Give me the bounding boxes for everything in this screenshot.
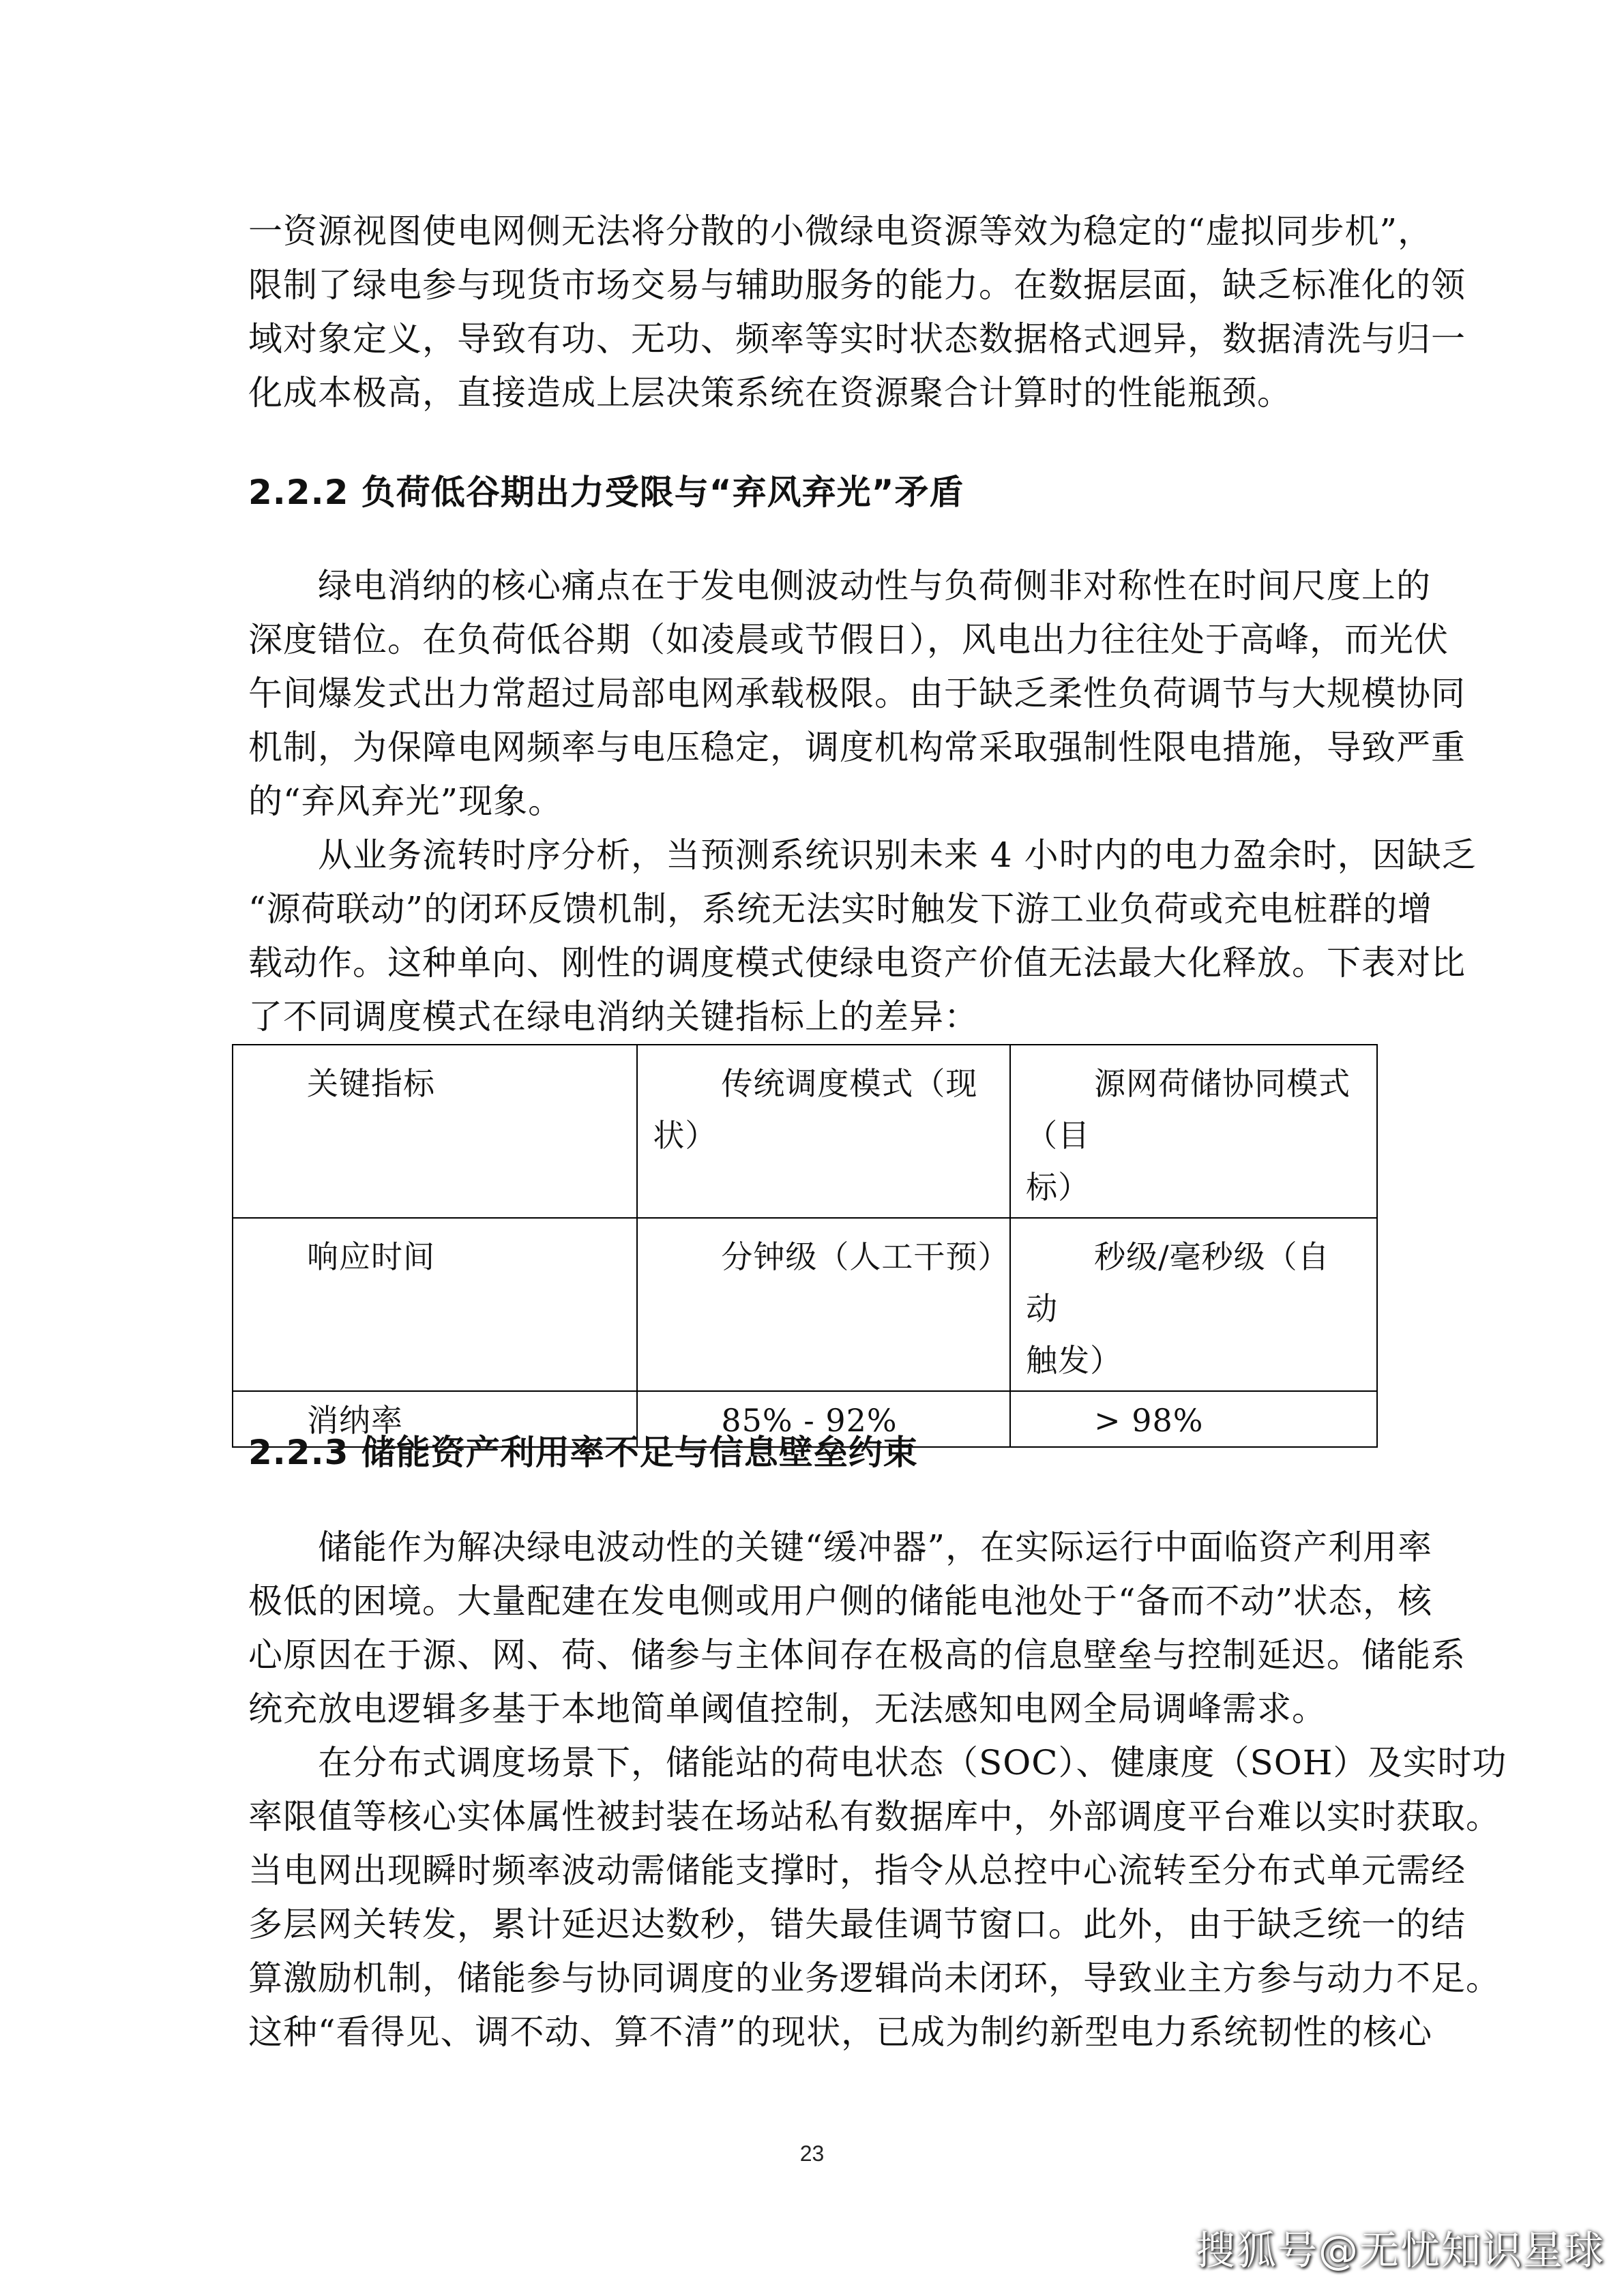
text-line: 从业务流转时序分析，当预测系统识别未来 4 小时内的电力盈余时，因缺乏 <box>248 835 1477 875</box>
watermark: 搜狐号@无忧知识星球 <box>1195 2227 1605 2273</box>
text-line: 极低的困境。大量配建在发电侧或用户侧的储能电池处于“备而不动”状态，核 <box>248 1581 1433 1621</box>
text-line: 统充放电逻辑多基于本地简单阈值控制，无法感知电网全局调峰需求。 <box>248 1689 1327 1729</box>
header-coordinated-line1: 源网荷储协同模式（目 <box>1026 1065 1351 1154</box>
cell-coordinated <box>1010 1391 1377 1447</box>
comparison-table <box>232 1044 1378 1448</box>
text-line: 限制了绿电参与现货市场交易与辅助服务的能力。在数据层面，缺乏标准化的领 <box>248 265 1466 305</box>
paragraph-222-2 <box>248 829 1477 1044</box>
text-line: 机制，为保障电网频率与电压稳定，调度机构常采取强制性限电措施，导致严重 <box>248 728 1466 767</box>
cell-coordinated <box>1010 1218 1377 1391</box>
cell-metric: 响应时间 <box>233 1218 637 1391</box>
text-line: 率限值等核心实体属性被封装在场站私有数据库中，外部调度平台难以实时获取。 <box>248 1797 1501 1836</box>
text-line: 午间爆发式出力常超过局部电网承载极限。由于缺乏柔性负荷调节与大规模协同 <box>248 674 1466 713</box>
text-line: 的“弃风弃光”现象。 <box>248 781 563 821</box>
table-header-row <box>233 1045 1377 1218</box>
text-line: 化成本极高，直接造成上层决策系统在资源聚合计算时的性能瓶颈。 <box>248 373 1292 413</box>
table-row <box>233 1218 1377 1391</box>
header-cell-coordinated <box>1010 1045 1377 1218</box>
page-number: 23 <box>799 2141 825 2166</box>
paragraph-222-1 <box>248 559 1466 829</box>
section-heading-2-2-2: 2.2.2 负荷低谷期出力受限与“弃风弃光”矛盾 <box>248 473 964 512</box>
paragraph-223-1 <box>248 1521 1466 1736</box>
cell-coordinated-line1: 秒级/毫秒级（自动 <box>1026 1238 1330 1327</box>
text-line: 在分布式调度场景下，储能站的荷电状态（SOC）、健康度（SOH）及实时功 <box>248 1743 1507 1783</box>
cell-metric: 消纳率 <box>233 1391 637 1447</box>
text-line: 绿电消纳的核心痛点在于发电侧波动性与负荷侧非对称性在时间尺度上的 <box>248 566 1431 606</box>
paragraph-intro <box>248 205 1466 420</box>
text-line: 算激励机制，储能参与协同调度的业务逻辑尚未闭环，导致业主方参与动力不足。 <box>248 1958 1501 1998</box>
text-line: 载动作。这种单向、刚性的调度模式使绿电资产价值无法最大化释放。下表对比 <box>248 943 1466 983</box>
text-line: 当电网出现瞬时频率波动需储能支撑时，指令从总控中心流转至分布式单元需经 <box>248 1851 1466 1890</box>
text-line: 多层网关转发，累计延迟达数秒，错失最佳调节窗口。此外，由于缺乏统一的结 <box>248 1905 1466 1944</box>
text-line: 这种“看得见、调不动、算不清”的现状，已成为制约新型电力系统韧性的核心 <box>248 2012 1433 2052</box>
cell-traditional-text: 分钟级（人工干预） <box>721 1238 1010 1275</box>
header-cell-metric: 关键指标 <box>233 1045 637 1218</box>
text-line: 了不同调度模式在绿电消纳关键指标上的差异： <box>248 997 979 1037</box>
text-line: 储能作为解决绿电波动性的关键“缓冲器”，在实际运行中面临资产利用率 <box>248 1527 1433 1567</box>
text-line: 一资源视图使电网侧无法将分散的小微绿电资源等效为稳定的“虚拟同步机”， <box>248 211 1433 251</box>
text-line: “源荷联动”的闭环反馈机制，系统无法实时触发下游工业负荷或充电桩群的增 <box>248 889 1433 929</box>
cell-coordinated-line2: 触发） <box>1026 1342 1123 1379</box>
text-line: 域对象定义，导致有功、无功、频率等实时状态数据格式迥异，数据清洗与归一 <box>248 319 1466 359</box>
text-line: 心原因在于源、网、荷、储参与主体间存在极高的信息壁垒与控制延迟。储能系 <box>248 1635 1466 1675</box>
cell-coordinated-line1: > 98% <box>1094 1402 1204 1439</box>
section-heading-2-2-3: 2.2.3 储能资产利用率不足与信息壁垒约束 <box>248 1433 918 1472</box>
cell-traditional-text: 85% - 92% <box>721 1402 898 1439</box>
header-cell-traditional <box>637 1045 1010 1218</box>
text-line: 深度错位。在负荷低谷期（如凌晨或节假日），风电出力往往处于高峰，而光伏 <box>248 620 1449 659</box>
paragraph-223-2 <box>248 1736 1507 2059</box>
cell-traditional <box>637 1218 1010 1391</box>
header-coordinated-line2: 标） <box>1026 1169 1091 1206</box>
header-traditional-text: 传统调度模式（现状） <box>653 1065 978 1154</box>
